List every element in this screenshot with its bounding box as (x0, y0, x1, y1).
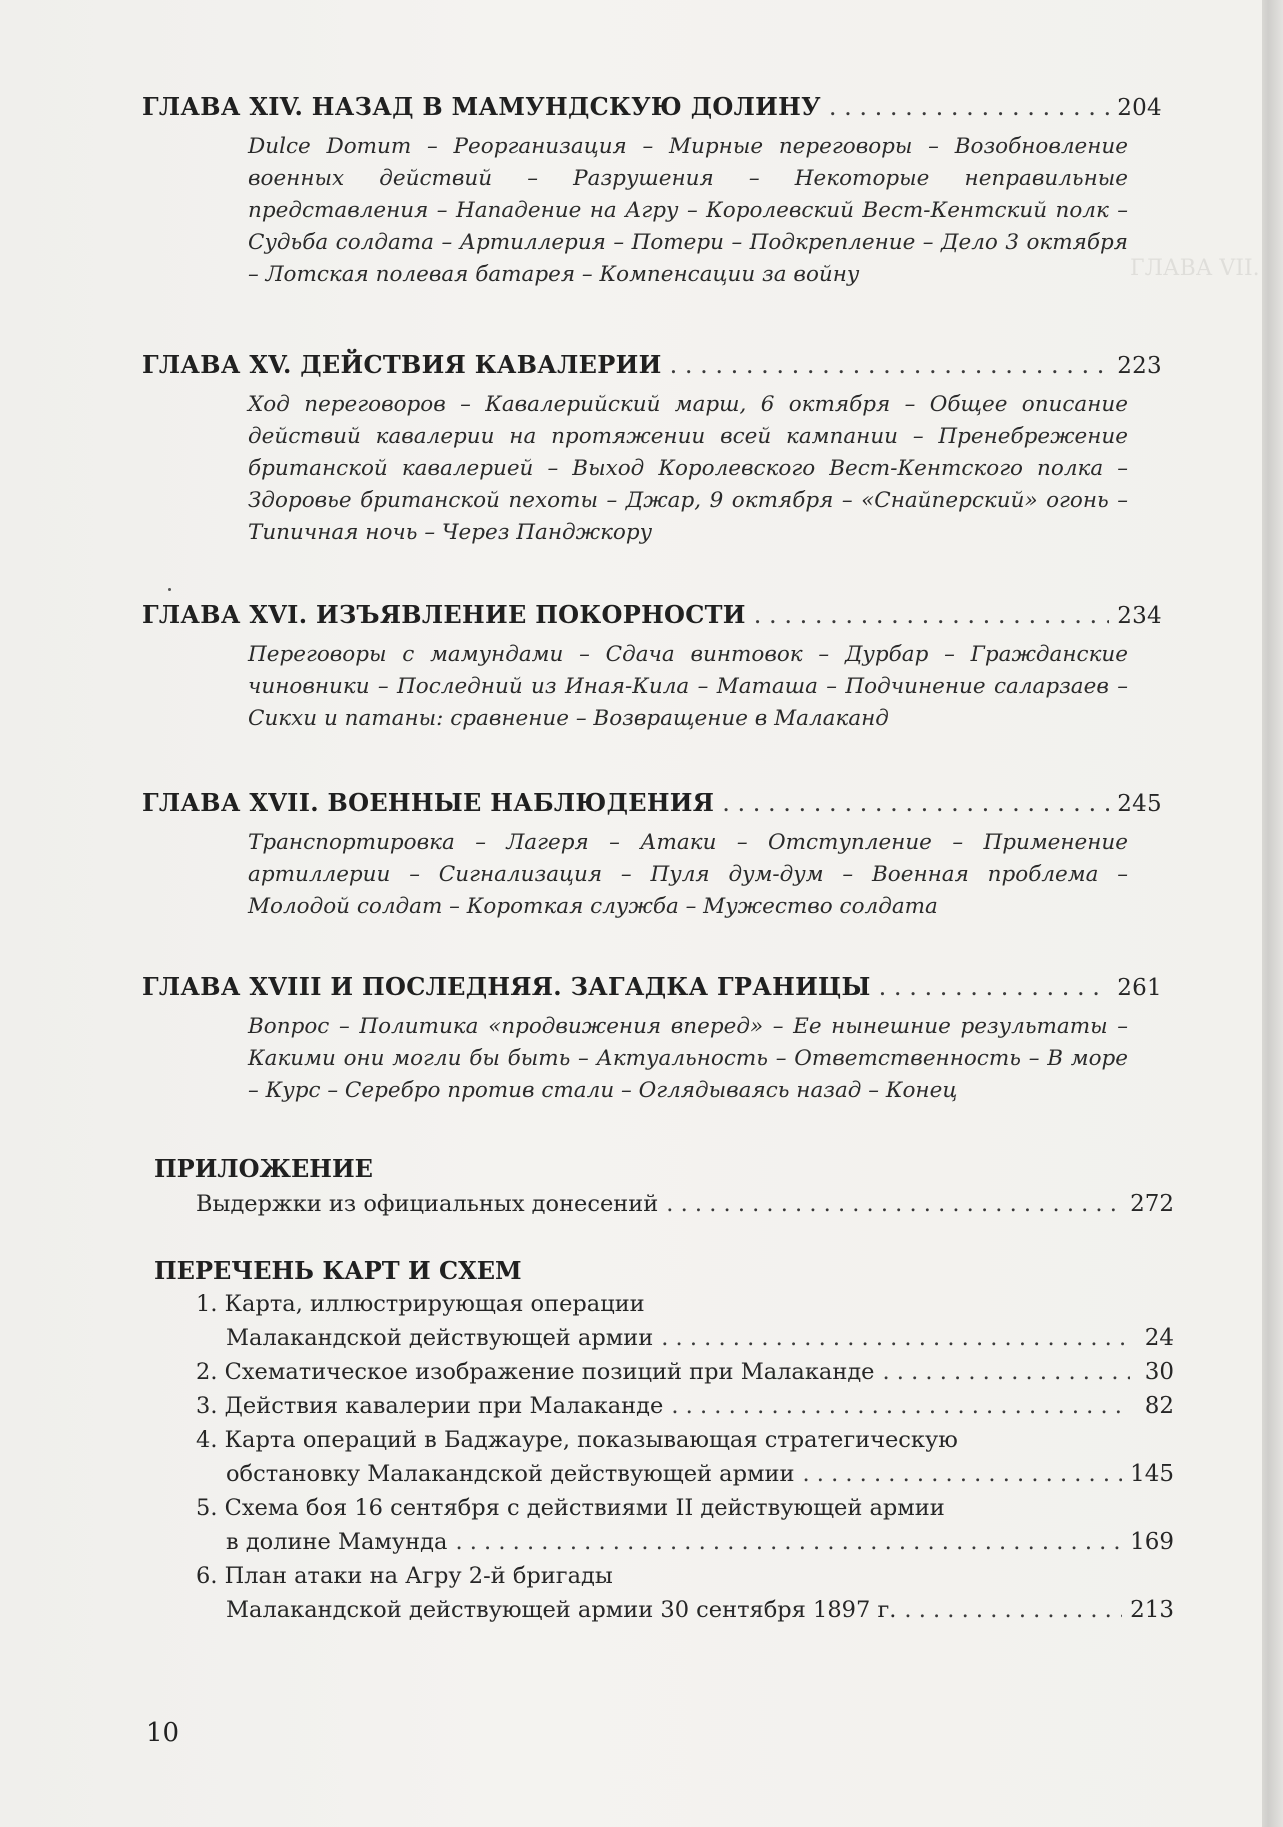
section-heading: ПЕРЕЧЕНЬ КАРТ И СХЕМ (154, 1256, 522, 1285)
chapter-summary: Dulce Domum – Реорганизация – Мирные переговоры – Возобновление военных действий – Разрушения – Некоторые неправильные представления – Нападение на Агру – Королевский Вест-Кентский полк – Судьба солдата – Артиллерия – Потери – Подкрепление – Дело 3 октября – Лотская полевая батарея – Компенсации за войну (248, 134, 1128, 287)
bleed-through-text: ГЛАВА VII. (1130, 256, 1260, 281)
map-item-title-cont: обстановку Малакандской действующей армии (226, 1461, 795, 1487)
map-item (154, 1287, 1174, 1355)
map-item-title-cont: Малакандской действующей армии 30 сентября 1897 г. (226, 1597, 897, 1623)
chapter-title: ГЛАВА XVIII И ПОСЛЕДНЯЯ. ЗАГАДКА ГРАНИЦЫ (142, 972, 871, 1001)
page-folio-number: 10 (146, 1718, 180, 1748)
map-item-title-cont: Малакандской действующей армии (226, 1325, 654, 1351)
map-item-line (226, 1525, 1174, 1559)
map-item (154, 1491, 1174, 1559)
appendix-entry (196, 1187, 1174, 1221)
leader-dots (455, 1525, 1122, 1559)
map-item-line (226, 1457, 1174, 1491)
page-number: 204 (1117, 95, 1162, 121)
map-item-title: 6. План атаки на Агру 2-й бригады (196, 1563, 613, 1589)
leader-dots (883, 1355, 1131, 1389)
toc-entry-chapter-14 (142, 92, 1162, 291)
page-number: 30 (1144, 1359, 1174, 1385)
toc-entry-chapter-18 (142, 972, 1162, 1107)
leader-dots (670, 351, 1110, 379)
chapter-title: ГЛАВА XIV. НАЗАД В МАМУНДСКУЮ ДОЛИНУ (142, 92, 821, 121)
chapter-summary: Ход переговоров – Кавалерийский марш, 6 октября – Общее описание действий кавалерии на протяжении всей кампании – Пренебрежение британской кавалерией – Выход Королевского Вест-Кентского полка – Здоровье британской пехоты – Джар, 9 октября – «Снайперский» огонь – Типичная ночь – Через Панджкору (248, 392, 1128, 545)
leader-dots (722, 789, 1109, 817)
map-item-title: 3. Действия кавалерии при Малаканде (196, 1393, 664, 1419)
chapter-title: ГЛАВА XV. ДЕЙСТВИЯ КАВАЛЕРИИ (142, 350, 662, 379)
chapter-summary: Вопрос – Политика «продвижения вперед» – Ее нынешние результаты – Какими они могли бы быть – Актуальность – Ответственность – В море – Курс – Серебро против стали – Оглядываясь назад – Конец (248, 1014, 1128, 1103)
page-number: 24 (1144, 1325, 1174, 1351)
print-speck (168, 588, 171, 591)
toc-entry-chapter-16 (142, 600, 1162, 735)
map-item-line (226, 1593, 1174, 1627)
chapter-title: ГЛАВА XVI. ИЗЪЯВЛЕНИЕ ПОКОРНОСТИ (142, 600, 746, 629)
page-edge (1262, 0, 1283, 1827)
toc-entry-chapter-17 (142, 788, 1162, 923)
map-item (196, 1355, 1174, 1389)
map-item-title: 5. Схема боя 16 сентября с действиями II действующей армии (196, 1495, 945, 1521)
leader-dots (879, 973, 1110, 1001)
page-number: 145 (1130, 1461, 1174, 1487)
page-number: 245 (1117, 791, 1162, 817)
map-item-line (226, 1321, 1174, 1355)
maps-section (154, 1256, 1174, 1627)
leader-dots (904, 1593, 1122, 1627)
map-item-title-cont: в долине Мамунда (226, 1529, 448, 1555)
leader-dots (754, 601, 1109, 629)
map-item-title: 1. Карта, иллюстрирующая операции (196, 1291, 645, 1317)
page-number: 223 (1117, 353, 1162, 379)
map-item (196, 1389, 1174, 1423)
page-number: 213 (1130, 1597, 1174, 1623)
section-heading: ПРИЛОЖЕНИЕ (154, 1154, 373, 1183)
page-number: 261 (1117, 975, 1162, 1001)
toc-entry-chapter-15 (142, 350, 1162, 549)
leader-dots (671, 1389, 1130, 1423)
entry-title: Выдержки из официальных донесений (196, 1191, 659, 1217)
chapter-summary: Переговоры с мамундами – Сдача винтовок – Дурбар – Гражданские чиновники – Последний из Иная-Кила – Маташа – Подчинение саларзаев – Сикхи и патаны: сравнение – Возвращение в Малаканд (248, 642, 1128, 731)
map-item (154, 1423, 1174, 1491)
map-item-title: 4. Карта операций в Баджауре, показывающая стратегическую (196, 1427, 958, 1453)
page-number: 82 (1144, 1393, 1174, 1419)
leader-dots (829, 93, 1109, 121)
page-number: 234 (1117, 603, 1162, 629)
chapter-summary: Транспортировка – Лагеря – Атаки – Отступление – Применение артиллерии – Сигнализация – Пуля дум-дум – Военная проблема – Молодой солдат – Короткая служба – Мужество солдата (248, 830, 1128, 919)
map-item (154, 1559, 1174, 1627)
map-item-title: 2. Схематическое изображение позиций при Малаканде (196, 1359, 875, 1385)
leader-dots (666, 1187, 1122, 1221)
page-number: 169 (1130, 1529, 1174, 1555)
leader-dots (661, 1321, 1130, 1355)
appendix-section (154, 1154, 1174, 1221)
page-number: 272 (1130, 1191, 1174, 1217)
leader-dots (802, 1457, 1122, 1491)
chapter-title: ГЛАВА XVII. ВОЕННЫЕ НАБЛЮДЕНИЯ (142, 788, 715, 817)
